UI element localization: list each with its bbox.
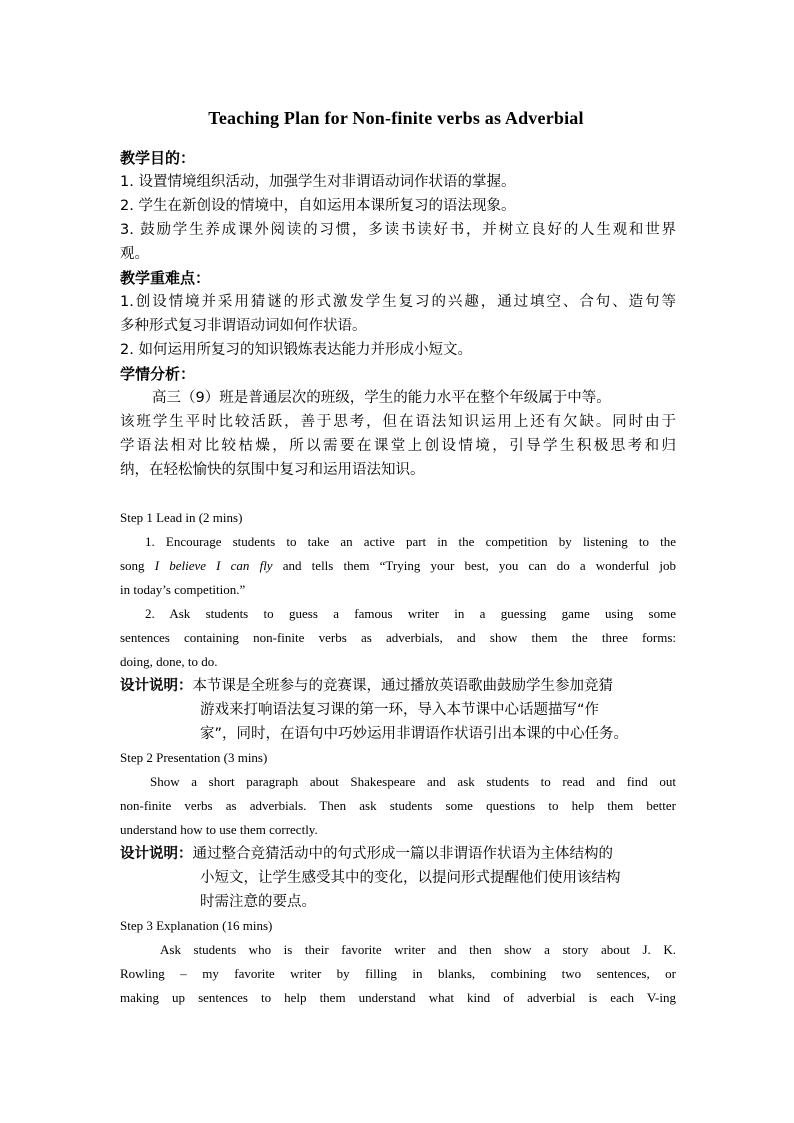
step1-design-note-text-1: 本节课是全班参与的竞赛课，通过播放英语歌曲鼓励学生参加竞猜	[192, 678, 613, 694]
objective-item-3-line-2: 观。	[120, 246, 149, 262]
step1-design-note-line-3: 家”，同时，在语句中巧妙运用非谓语作状语引出本课的中心任务。	[200, 726, 629, 742]
key-points-heading: 教学重难点：	[120, 269, 211, 287]
analysis-line-2: 该班学生平时比较活跃，善于思考，但在语法知识运用上还有欠缺。同时由于	[120, 414, 676, 430]
step1-para1-line-2-a: song	[120, 558, 155, 573]
step1-para1-line-2	[120, 554, 676, 578]
step2-design-note-line-1	[120, 842, 676, 866]
objectives-heading: 教学目的：	[120, 149, 196, 167]
analysis-line-4: 纳，在轻松愉快的氛围中复习和运用语法知识。	[120, 462, 425, 478]
analysis-line-1: 高三（9）班是普通层次的班级，学生的能力水平在整个年级属于中等。	[152, 390, 611, 406]
step3-para-line-1: Ask students who is their favorite writer and then show a story about J. K.	[160, 942, 676, 957]
step2-para-line-2: non-finite verbs as adverbials. Then ask students some questions to help them better	[120, 798, 676, 813]
step2-para-line-3: understand how to use them correctly.	[120, 822, 318, 837]
objective-item-3-line-1: 3. 鼓励学生养成课外阅读的习惯，多读书读好书，并树立良好的人生观和世界	[120, 222, 676, 238]
step1-para1-line-3: in today’s competition.”	[120, 582, 246, 597]
step1-design-note-label: 设计说明：	[120, 678, 193, 694]
step1-design-note-line-2: 游戏来打响语法复习课的第一环，导入本节课中心话题描写“作	[200, 702, 600, 718]
step2-design-note-label: 设计说明：	[120, 846, 193, 862]
step2-design-note-text-1: 通过整合竞猜活动中的句式形成一篇以非谓语作状语为主体结构的	[192, 846, 613, 862]
step3-para-line-3: making up sentences to help them understand what kind of adverbial is each V-ing	[120, 990, 676, 1005]
step1-para1-line-2-b: and tells them “Trying your best, you can do a wonderful job	[272, 558, 676, 573]
step2-design-note-line-2: 小短文，让学生感受其中的变化，以提问形式提醒他们使用该结构	[200, 870, 621, 886]
objective-item-2: 2. 学生在新创设的情境中，自如运用本课所复习的语法现象。	[120, 198, 516, 214]
key-point-2: 2. 如何运用所复习的知识锻炼表达能力并形成小短文。	[120, 342, 472, 358]
step1-para2-line-3: doing, done, to do.	[120, 654, 218, 669]
step1-heading: Step 1 Lead in (2 mins)	[120, 510, 243, 525]
step2-para-line-1: Show a short paragraph about Shakespeare and ask students to read and find out	[150, 774, 676, 789]
step1-para2-line-1: 2. Ask students to guess a famous writer in a guessing game using some	[145, 606, 676, 621]
step2-design-note-line-3: 时需注意的要点。	[200, 894, 316, 910]
step3-para-line-2: Rowling – my favorite writer by filling in blanks, combining two sentences, or	[120, 966, 676, 981]
step3-heading: Step 3 Explanation (16 mins)	[120, 918, 273, 933]
step1-para2-line-2: sentences containing non-finite verbs as adverbials, and show them the three forms:	[120, 630, 676, 645]
song-title: I believe I can fly	[154, 558, 273, 573]
analysis-heading: 学情分析：	[120, 365, 196, 383]
step2-heading: Step 2 Presentation (3 mins)	[120, 750, 268, 765]
document-title: Teaching Plan for Non-finite verbs as Adverbial	[208, 108, 584, 128]
key-point-1-line-1: 1.创设情境并采用猜谜的形式激发学生复习的兴趣，通过填空、合句、造句等	[120, 294, 676, 310]
step1-para1-line-1: 1. Encourage students to take an active part in the competition by listening to the	[145, 534, 676, 549]
step1-design-note-line-1	[120, 674, 676, 698]
key-point-1-line-2: 多种形式复习非谓语动词如何作状语。	[120, 318, 367, 334]
objective-item-1: 1. 设置情境组织活动，加强学生对非谓语动词作状语的掌握。	[120, 174, 516, 190]
analysis-line-3: 学语法相对比较枯燥，所以需要在课堂上创设情境，引导学生积极思考和归	[120, 438, 676, 454]
